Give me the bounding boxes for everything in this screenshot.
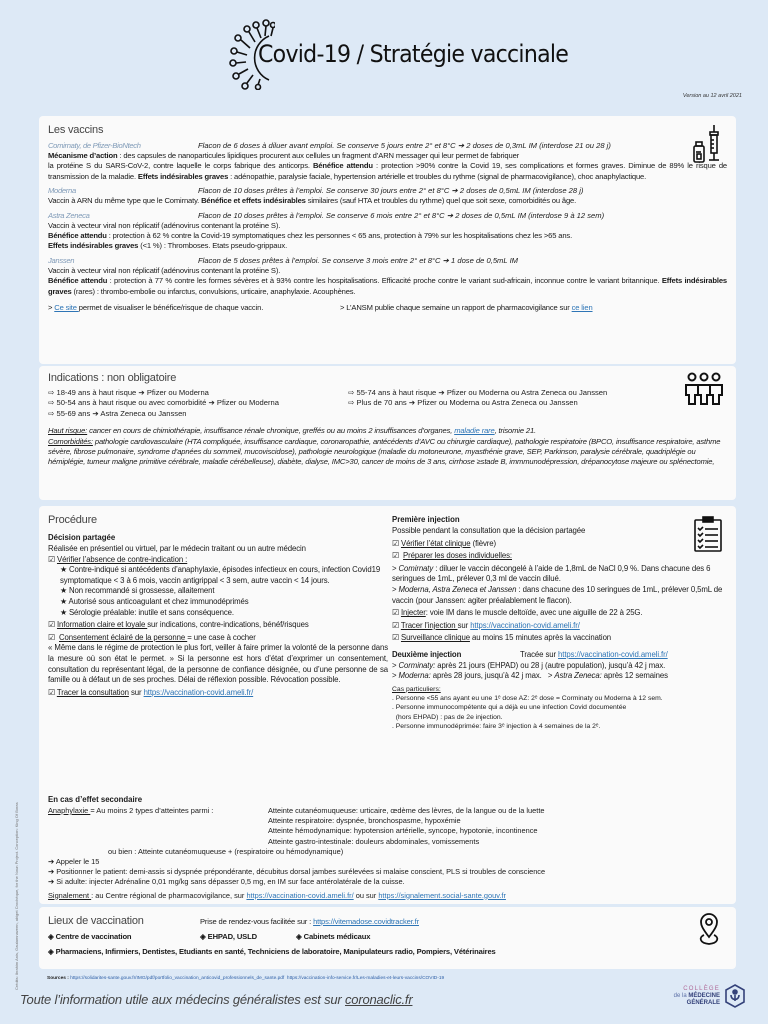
text: > L’ANSM publie chaque semaine un rapport de pharmacovigilance sur	[340, 303, 572, 313]
label: Astra Zeneca:	[554, 671, 602, 681]
text: : diluer le vaccin décongelé à l’aide de 1,8mL de NaCl 0,9 %. Dans chacune des 6 seringues de 1mL, prélever 0,3 ml de vaccin dilué.	[392, 563, 711, 584]
logo-text: de la	[673, 992, 689, 999]
vaccine-description	[48, 241, 727, 251]
vaccine-name: Comirnaty, de Pfizer-BioNtech	[48, 141, 141, 150]
side-effect-title: En cas d’effet secondaire	[48, 795, 143, 804]
maladie-rare-link[interactable]: maladie rare	[454, 426, 495, 436]
section-heading: Les vaccins	[48, 124, 104, 136]
source-link-2[interactable]: https://vaccination-info-service.fr/Les-maladies-et-leurs-vaccins/COVID-19	[286, 976, 445, 981]
people-group-icon	[684, 372, 724, 406]
text: (<1 %) : Thromboses. Etats pseudo-grippaux.	[138, 241, 288, 251]
atteinte-item: Atteinte cutanéomuqueuse: urticaire, œdème des lèvres, de la langue ou de la luette	[268, 806, 545, 815]
atteinte-row	[48, 816, 728, 826]
logo-text: MÉDECINE	[688, 992, 720, 999]
comirnaty-prep: > Comirnaty : diluer le vaccin décongelé à l’aide de 1,8mL de NaCl 0,9 %. Dans chacune des 6 seringues de 1mL, prélever 0,3 ml de vaccin dilué.	[392, 563, 711, 584]
text: : voie IM dans le muscle deltoïde, avec une aiguille de 22 à 25G.	[425, 608, 643, 618]
comorbidites-definition	[48, 437, 727, 468]
label: Surveillance clinique	[400, 633, 470, 643]
vaccine-spec: Flacon de 10 doses prêtes à l’emploi. Se conserve 6 mois entre 2° et 8°C ➔ 2 doses de 0,5mL IM (interdose 9 à 12 sem)	[198, 210, 605, 220]
vaccine-description	[48, 161, 727, 182]
ameli-link[interactable]: https://vaccination-covid.ameli.fr/	[470, 620, 580, 630]
contraindication-list	[48, 565, 388, 618]
text: (fièvre)	[470, 538, 497, 548]
cas-particuliers-list	[392, 694, 730, 731]
vaccine-spec: Flacon de 5 doses prêtes à l’emploi. Se conserve 3 mois entre 2° et 8°C ➔ 1 dose de 0,5mL IM	[198, 255, 519, 265]
bold-label: Effets indésirables graves	[137, 171, 229, 181]
cas-item: (hors EHPAD) : pas de 2e injection.	[392, 713, 503, 721]
vaccine-spec: Flacon de 6 doses à diluer avant emploi. Se conserve 5 jours entre 2° et 8°C ➔ 2 doses de 0,3mL IM (interdose 21 ou 28 j)	[198, 141, 611, 150]
atteinte-row	[48, 837, 728, 847]
text: Tracée sur	[520, 649, 559, 659]
lieux-section	[39, 907, 736, 969]
atteinte-item: Atteinte hémodynamique: hypotension artérielle, syncope, hypotonie, incontinence	[268, 826, 538, 836]
label: Injecter	[400, 608, 426, 618]
contraindication-item: ★ Sérologie préalable: inutile et sans conséquence.	[60, 607, 234, 617]
vaccine-spec-row	[48, 140, 727, 151]
indications-section	[39, 366, 736, 500]
label: Vérifier l’état clinique	[400, 538, 471, 548]
haut-risque-definition	[48, 426, 727, 436]
vaccine-spec-row	[48, 255, 727, 266]
premiere-injection	[392, 514, 730, 731]
label: Anaphylaxie	[48, 806, 91, 815]
corminaty-timing: > Corminaty: après 21 jours (EHPAD) ou 28 j (autre population), jusqu’à 42 j max.	[392, 660, 666, 670]
vaccine-description	[48, 266, 727, 276]
page-title: Covid-19 / Stratégie vaccinale	[258, 40, 569, 68]
place-item: ◈ Centre de vaccination	[48, 932, 132, 942]
label: Comirnaty	[398, 563, 434, 573]
coronaclic-link[interactable]: coronaclic.fr	[344, 992, 413, 1007]
bold-label: Mécanisme d’action	[48, 151, 118, 160]
text: après 28 jours, jusqu’à 42 j max.	[430, 671, 542, 681]
text: pathologie cardiovasculaire (HTA compliquée, insuffisance cardiaque, coronaropathie, antécédents d’AVC ou chirurgie cardiaque), pathologie respiratoire (BPCO, insuffisance respiratoire, asthme sévère, fibrose pulmonaire, syndrome d’apnées du sommeil, mucoviscidose), pathologie neurologique (maladie du motoneurone, myasthénie grave, SEP, Parkinson, paralysie cérébrale, quadriplégie ou hémiplégie, tumeur maligne primitive cérébrale, maladie cérébelleuse), diabète, dialyse, IMC>30, cancer de moins de 3 ans, cirrhose ≥stade B, immmunodépression, drépanocytose majeure ou splénectomie,	[48, 436, 721, 467]
decision-title: Décision partagée	[48, 533, 116, 542]
text: : dans chacune des 10 seringues de 1mL, prélever 0,5mL de vaccin (pour Janssen: agiter préalablement le flacon).	[392, 584, 723, 605]
header	[0, 0, 768, 100]
place-item: ◈ Cabinets médicaux	[296, 932, 371, 942]
text: : adénopathie, paralysie faciale, hypertension artérielle et troubles du rythme (signal de pharmacovigilance), choc anaphylactique.	[228, 171, 647, 181]
professionals-list: ◈ Pharmaciens, Infirmiers, Dentistes, Etudiants en santé, Techniciens de laboratoire, Manipulateurs radio, Pompiers, Vétérinaires	[48, 946, 496, 956]
cas-item: . Personne immunocompétente qui a déjà eu une infection Covid documentée	[392, 704, 627, 712]
anaph-label	[48, 826, 268, 836]
atteinte-row	[48, 826, 728, 836]
text: : protection à 77 % contre les formes sévères et à 93% contre les hospitalisations. Efficacité proche contre le variant sud-africain, inconnue contre le variant britannique.	[107, 276, 662, 286]
label: Tracer l’injection	[400, 620, 458, 630]
comorbidites-label: Comorbidités:	[48, 436, 93, 446]
label: Tracer la consultation	[56, 687, 129, 697]
ameli-link[interactable]: https://vaccination-covid.ameli.fr/	[143, 687, 254, 697]
vaccine-links-row	[48, 303, 727, 313]
ansm-link[interactable]: ce lien	[571, 303, 593, 313]
vaccine-name: Astra Zeneca	[48, 210, 90, 220]
vaccine-description	[48, 231, 727, 241]
vaccine-spec-row	[48, 210, 727, 221]
text: Vaccin à vecteur viral non réplicatif (adénovirus contenant la protéine S).	[48, 220, 281, 230]
text: = une case à cocher	[187, 632, 256, 642]
ce-site-link[interactable]: Ce site	[54, 303, 79, 313]
lieux-header	[48, 915, 727, 927]
others-prep: > Moderna, Astra Zeneca et Janssen : dans chacune des 10 seringues de 1mL, prélever 0,5mL de vaccin (pour Janssen: agiter préalablement le flacon).	[392, 584, 723, 605]
contraindication-item: ★ Non recommandé si grossesse, allaitement	[60, 586, 215, 596]
vaccine-description	[48, 276, 727, 297]
checklist-item: ☑ Vérifier l’état clinique (fièvre)	[392, 538, 497, 548]
consent-paragraph: « Même dans le régime de protection le plus fort, veiller à faire primer la volonté de la personne dans la mesure où son état le permet. » Si la personne est hors d’état d’exprimer un consentement, consultation du représentant légal, de la personne de confiance désignée, ou d’une personne de sa famille ou à défaut un de ses proches. Délai de réflexion possible. Révocation possible.	[48, 643, 388, 685]
section-heading: Lieux de vaccination	[48, 915, 144, 927]
vaccine-syringe-icon	[692, 124, 724, 166]
bold-label: Effets indésirables graves	[48, 276, 727, 296]
action-item: ➔ Si adulte: injecter Adrénaline 0,01 mg/kg sans dépasser 0,5 mg, en IM sur face antérolatérale de la cuisse.	[48, 877, 405, 887]
text: ou sur	[353, 890, 379, 900]
indication-item: ⇨ 55-74 ans à haut risque ➔ Pfizer ou Moderna ou Astra Zeneca ou Janssen	[348, 388, 608, 397]
bold-label: Bénéfice attendu	[48, 276, 108, 286]
actions-list	[48, 857, 728, 888]
vaccine-description	[48, 221, 727, 231]
text: Vaccin à vecteur viral non réplicatif (adénovirus contenant la protéine S).	[48, 265, 281, 275]
label: Corminaty:	[398, 660, 436, 670]
cas-item: . Personne <55 ans ayant eu une 1ᵉ dose AZ: 2ᵉ dose = Corminaty ou Moderna à 12 sem.	[392, 695, 663, 703]
cmg-hexagon-icon	[724, 984, 746, 1008]
bold-label: Bénéfice attendu	[48, 231, 107, 241]
text: sur	[128, 687, 144, 697]
checklist-item: ☑ Tracer la consultation sur https://vaccination-covid.ameli.fr/	[48, 687, 254, 697]
text: après 21 jours (EHPAD) ou 28 j (autre population), jusqu’à 42 j max.	[435, 660, 666, 670]
vaccine-spec: Flacon de 10 doses prêtes à l’emploi. Se conserve 30 jours entre 2° et 8°C ➔ 2 doses de 0,5mL IM (interdose 28 j)	[198, 186, 584, 196]
section-heading: Indications : non obligatoire	[48, 372, 177, 384]
bold-label: Effets indésirables graves	[48, 241, 139, 251]
logo-text: COLLÈGE	[683, 985, 720, 992]
ou-bien: ou bien : Atteinte cutanéomuqueuse + (respiratoire ou hémodynamique)	[108, 846, 344, 856]
bold-label: Bénéfice et effets indésirables	[201, 196, 306, 206]
footer-tagline	[20, 992, 412, 1007]
sources	[47, 976, 444, 981]
vaccine-name: Moderna	[48, 186, 76, 196]
place-item: ◈ EHPAD, USLD	[200, 932, 257, 942]
location-pin-icon	[698, 913, 720, 947]
haut-risque-label: Haut risque:	[48, 426, 88, 436]
label: Moderna, Astra Zeneca et Janssen	[398, 584, 517, 594]
places-list	[48, 932, 727, 942]
anaph-label	[48, 806, 268, 816]
vitemadose-link[interactable]: https://vitemadose.covidtracker.fr	[313, 917, 419, 926]
second-injection-header	[392, 650, 730, 661]
checklist-item: ☑ Tracer l’injection sur https://vaccination-covid.ameli.fr/	[392, 620, 580, 630]
text: la protéine S du SARS-CoV-2, contre laquelle le corps fabrique des anticorps.	[48, 161, 313, 171]
vaccine-name: Janssen	[48, 255, 75, 265]
decision-intro: Réalisée en présentiel ou virtuel, par le médecin traitant ou un autre médecin	[48, 544, 306, 553]
cmg-logo	[674, 984, 746, 1008]
text: : protection >90% contre la Covid 19, ses complications et formes graves. Diminue de 89% le risque de transmission de la maladie.	[48, 161, 727, 181]
text: sur	[457, 620, 471, 630]
checklist-item: ☑ Vérifier l’absence de contre-indication :	[48, 554, 188, 564]
text: : des capsules de nanoparticules lipidiques procurent aux cellules un fragment d’ARN messager qui leur permet de fabriquer	[117, 151, 520, 160]
text: permet de visualiser le bénéfice/risque de chaque vaccin.	[78, 303, 264, 313]
label: Information claire et loyale	[56, 620, 148, 630]
indications-list	[48, 388, 727, 419]
icon-credits: Crédits: Ibrahim Anis, Gautamnaveen, abiget Crochèque, for the Noun Project. Conception: King Of Boras	[14, 802, 19, 990]
indication-item: ⇨ 50-54 ans à haut risque ou avec comorbidité ➔ Pfizer ou Moderna	[48, 398, 279, 408]
signalement-link[interactable]: https://signalement.social-sante.gouv.fr	[378, 890, 506, 900]
text: cancer en cours de chimiothérapie, insuffisance rénale chronique, greffés ou au moins 2 insuffisances d’organes,	[87, 426, 455, 436]
clipboard-checklist-icon	[694, 516, 722, 552]
checklist-item: ☑ Préparer les doses individuelles:	[392, 551, 512, 561]
moderna-az-timing: > Moderna: après 28 jours, jusqu’à 42 j max. > Astra Zeneca: après 12 semaines	[392, 671, 668, 681]
source-link-1[interactable]: https://solidarites-sante.gouv.fr/IMG/pdf/portfolio_vaccination_anticovid_professionnels_de_sante.pdf	[70, 976, 285, 981]
indication-item: ⇨ Plus de 70 ans ➔ Pfizer ou Moderna ou Astra Zeneca ou Janssen	[348, 398, 578, 408]
text: >	[48, 303, 55, 313]
text: au moins 15 minutes après la vaccination	[469, 633, 612, 643]
label: Signalement	[48, 890, 92, 900]
indication-item: ⇨ 18-49 ans à haut risque ➔ Pfizer ou Moderna	[48, 388, 209, 397]
ameli-link[interactable]: https://vaccination-covid.ameli.fr/	[246, 890, 354, 900]
text: sur indications, contre-indications, bénéf/risques	[147, 620, 309, 630]
cas-item: . Personne immunodéprimée: faire 3ᵉ injection à 4 semaines de la 2ᵉ.	[392, 722, 601, 730]
checklist-item: ☑ Injecter: voie IM dans le muscle deltoïde, avec une aiguille de 22 à 25G.	[392, 608, 643, 618]
vaccine-description	[48, 196, 727, 206]
contraindication-item: ★ Contre-indiqué si antécédents d’anaphylaxie, épisodes infectieux en cours, infection Covid19 symptomatique < 3 à 6 mois, vaccin antigrippal < 3 sem, autre vaccin < 14 jours.	[60, 565, 381, 585]
decision-partagee	[48, 514, 388, 698]
bold-label: Bénéfice attendu	[312, 161, 373, 171]
text: : protection à 62 % contre la Covid-19 symptomatiques chez les personnes < 65 ans, protection à 79% sur les hospitalisations chez les >65 ans.	[106, 231, 573, 241]
first-injection-title: Première injection	[392, 515, 460, 524]
version-date: Version au 12 avril 2021	[682, 93, 742, 99]
text: : au Centre régional de pharmacovigilance, sur	[91, 890, 247, 900]
action-item: ➔ Appeler le 15	[48, 857, 100, 867]
text: Vaccin à ARN du même type que le Comirnaty.	[48, 196, 202, 206]
checklist-item: ☑ Information claire et loyale sur indications, contre-indications, bénéf/risques	[48, 620, 309, 630]
label: Vérifier l’absence de contre-indication :	[56, 554, 188, 564]
sources-label: Sources :	[47, 976, 69, 981]
vaccines-section	[39, 116, 736, 364]
anaphylaxie-block	[48, 806, 728, 847]
text: , trisomie 21.	[494, 426, 536, 436]
action-item: ➔ Positionner le patient: demi-assis si dyspnée prépondérante, décubitus dorsal jambes surélevées si malaise conscient, PLS si troubles de conscience	[48, 867, 546, 877]
logo-text: GÉNÉRALE	[686, 999, 720, 1006]
anaph-label	[48, 837, 268, 847]
vaccine-description	[48, 151, 727, 161]
section-heading: Procédure	[48, 514, 97, 526]
signalement	[48, 891, 728, 901]
label: Cas particuliers:	[392, 685, 441, 693]
label: Préparer les doses individuelles:	[403, 551, 512, 561]
atteinte-item: Atteinte respiratoire: dyspnée, bronchospasme, hypoxémie	[268, 816, 461, 826]
label: Consentement éclairé de la personne	[59, 632, 188, 642]
ameli-link[interactable]: https://vaccination-covid.ameli.fr/	[558, 649, 668, 659]
side-effect-section	[48, 794, 728, 901]
text: = Au moins 2 types d’atteintes parmi :	[90, 806, 214, 815]
vaccine-list	[48, 140, 727, 297]
text: similaires (sauf HTA et troubles du rythme) quel que soit sexe, comorbidités ou âge.	[305, 196, 577, 206]
procedure-section	[39, 506, 736, 904]
checklist-item: ☑ Consentement éclairé de la personne = une case à cocher	[48, 632, 256, 642]
label: Moderna:	[398, 671, 431, 681]
text: Prise de rendez-vous facilitée sur :	[200, 917, 314, 926]
indication-item: ⇨ 55-69 ans ➔ Astra Zeneca ou Janssen	[48, 408, 187, 418]
checklist-item: ☑ Surveillance clinique au moins 15 minutes après la vaccination	[392, 633, 612, 643]
text: (rares) : thrombo-embolie ou infarctus, convulsions, urticaire, anaphylaxie. Acouphènes.	[71, 286, 356, 296]
cas-particuliers-title	[392, 685, 730, 694]
anaph-label	[48, 816, 268, 826]
second-injection-title: Deuxième injection	[392, 649, 462, 659]
atteinte-item: Atteinte gastro-intestinale: douleurs abdominales, vomissements	[268, 836, 480, 846]
atteinte-row	[48, 806, 728, 816]
text: après 12 semaines	[601, 671, 668, 681]
contraindication-item: ★ Autorisé sous anticoagulant et chez immunodéprimés	[60, 596, 249, 606]
text: Toute l’information utile aux médecins généralistes est sur	[20, 992, 345, 1007]
vaccine-spec-row	[48, 185, 727, 196]
first-injection-intro: Possible pendant la consultation que la décision partagée	[392, 526, 586, 535]
